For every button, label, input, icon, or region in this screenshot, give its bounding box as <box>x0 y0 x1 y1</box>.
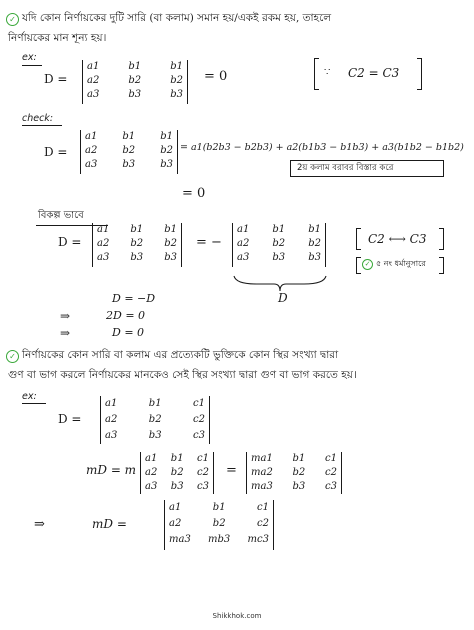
alt-swap-note-bracket <box>356 257 444 274</box>
check-icon: ✓ <box>6 13 19 26</box>
ex2-label-underline <box>22 403 46 404</box>
ex1-label: ex: <box>22 52 37 63</box>
ex2-arrow: ⇒ <box>34 517 45 532</box>
check-label-underline <box>22 125 62 126</box>
ex2-matrix-col <box>246 452 342 494</box>
matrix-row: a1 b1 b1 <box>87 61 183 72</box>
alt-mid: = − <box>196 235 222 250</box>
check-lhs: D = <box>44 145 68 159</box>
check-icon: ✓ <box>362 259 373 270</box>
ex2-matrix-row <box>164 500 274 550</box>
alt-swap-note: ৫ নং ধর্মানুসারে <box>376 259 426 268</box>
alt-brace-label: D <box>278 291 288 305</box>
rule1-line2: নির্ণায়কের মান শূন্য হয়। <box>8 32 107 44</box>
rule1-line1: যদি কোন নির্ণায়কের দুটি সারি (বা কলাম) সমান হয়/একই রকম হয়, তাহলে <box>22 12 332 24</box>
alt-matrix-left <box>92 223 182 267</box>
matrix-row: ma2 b2 c2 <box>251 467 337 478</box>
step-arrow: ⇒ <box>60 309 71 323</box>
check-result: = 0 <box>182 186 206 201</box>
footer-watermark[interactable]: Shikkhok.com <box>212 612 262 620</box>
matrix-row: a2 b2 b2 <box>85 145 173 156</box>
check-note: 2য় কলাম বরাবর বিস্তার করে <box>297 163 394 173</box>
check-note-box <box>290 160 444 177</box>
check-expansion: = a1(b2b3 − b2b3) + a2(b1b3 − b1b3) + a3(b1b2 − b1b2) <box>180 142 464 153</box>
matrix-row: a2 b2 c2 <box>105 414 205 425</box>
ex2-matrix <box>100 396 210 444</box>
alt-swap: C2 ⟷ C3 <box>368 232 427 246</box>
check-label: check: <box>22 113 54 124</box>
matrix-row: a3 b3 b3 <box>237 252 321 263</box>
check-matrix <box>80 130 178 174</box>
ex1-matrix <box>82 60 188 104</box>
alt-matrix-right <box>232 223 326 267</box>
matrix-row: a1 b1 b1 <box>97 224 177 235</box>
matrix-row: a2 b2 b2 <box>97 238 177 249</box>
matrix-row: ma1 b1 c1 <box>251 453 337 464</box>
matrix-row: a3 b3 b3 <box>85 159 173 170</box>
ex1-equals-zero: = 0 <box>204 69 228 84</box>
matrix-row: a2 b2 b2 <box>237 238 321 249</box>
alt-swap-bracket <box>356 228 444 250</box>
ex2-lhs: D = <box>58 412 82 426</box>
matrix-row: a1 b1 c1 <box>105 398 205 409</box>
matrix-row: a2 b2 b2 <box>87 75 183 86</box>
matrix-row: a1 b1 c1 <box>145 453 209 464</box>
matrix-row: a2 b2 c2 <box>169 518 269 529</box>
matrix-row: a1 b1 c1 <box>169 502 269 513</box>
matrix-row: a3 b3 b3 <box>97 252 177 263</box>
ex2-eq: = <box>226 463 237 478</box>
step-text: 2D = 0 <box>106 309 146 322</box>
matrix-row: a1 b1 b1 <box>237 224 321 235</box>
rule2-line1: নির্ণায়কের কোন সারি বা কলাম এর প্রত্যেকটি ভুক্তিকে কোন স্থির সংখ্যা দ্বারা <box>22 349 339 361</box>
matrix-row: ma3 mb3 mc3 <box>169 534 269 545</box>
step-arrow: ⇒ <box>60 326 71 340</box>
ex1-label-underline <box>22 65 42 66</box>
matrix-row: a2 b2 c2 <box>145 467 209 478</box>
check-icon: ✓ <box>6 350 19 363</box>
ex2-mD-lhs: mD = m <box>86 463 137 477</box>
ex2-matrix-m <box>140 452 214 494</box>
alt-lhs: D = <box>58 235 82 249</box>
rule2-line2: গুণ বা ভাগ করলে নির্ণায়কের মানকেও সেই স্থির সংখ্যা দ্বারা গুণ বা ভাগ করতে হয়। <box>8 369 357 381</box>
matrix-row: a3 b3 c3 <box>145 481 209 492</box>
ex1-lhs: D = <box>44 72 68 86</box>
step-text: D = 0 <box>112 326 145 339</box>
matrix-row: a3 b3 b3 <box>87 89 183 100</box>
matrix-row: ma3 b3 c3 <box>251 481 337 492</box>
ex1-note: C2 = C3 <box>348 66 400 80</box>
alt-brace <box>232 274 328 292</box>
matrix-row: a3 b3 c3 <box>105 430 205 441</box>
ex2-mD2-lhs: mD = <box>92 517 127 531</box>
step-text: D = −D <box>112 292 156 305</box>
matrix-row: a1 b1 b1 <box>85 131 173 142</box>
because-symbol: ∵ <box>324 67 331 78</box>
ex2-label: ex: <box>22 391 37 402</box>
alt-label: বিকল্প ভাবে <box>38 210 84 221</box>
ex1-note-bracket <box>314 58 422 90</box>
